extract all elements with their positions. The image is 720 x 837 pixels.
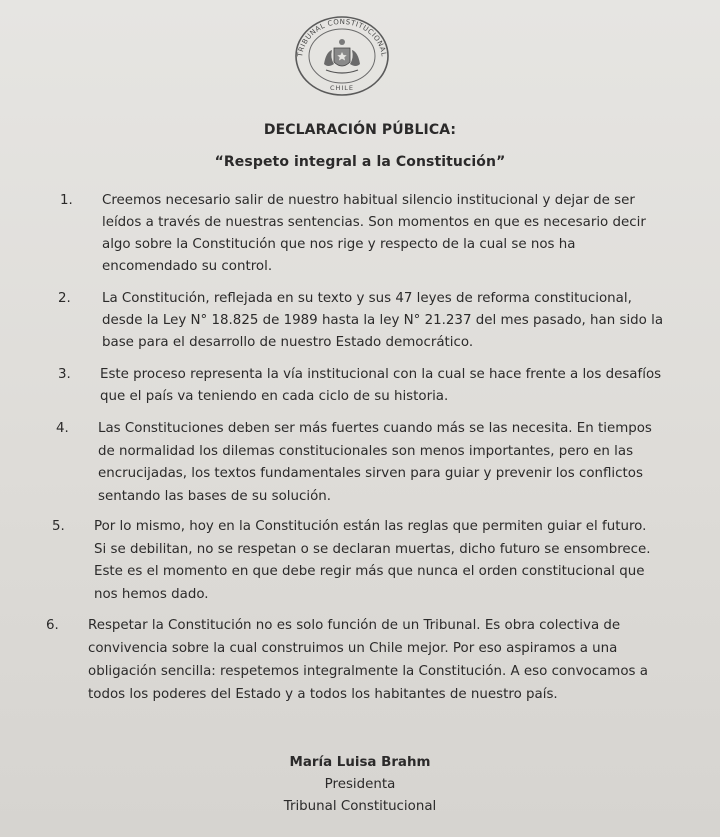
item-line: Creemos necesario salir de nuestro habitual silencio institucional y dejar de ser xyxy=(102,193,635,208)
tribunal-seal-icon xyxy=(288,12,396,98)
item-line: obligación sencilla: respetemos integralmente la Constitución. A eso convocamos a xyxy=(88,664,648,679)
coat-of-arms-icon xyxy=(324,39,360,73)
seal-bottom-text: CHILE xyxy=(329,84,355,92)
item-line: Por lo mismo, hoy en la Constitución están las reglas que permiten guiar el futuro. xyxy=(94,519,647,534)
signatory-role: Presidenta xyxy=(324,777,396,792)
item-number: 5. xyxy=(52,519,65,534)
item-line: de normalidad los dilemas constitucionales son menos importantes, pero en las xyxy=(98,444,634,459)
item-number: 1. xyxy=(60,193,73,208)
item-line: nos hemos dado. xyxy=(94,587,209,602)
item-line: todos los poderes del Estado y a todos los habitantes de nuestro país. xyxy=(88,687,558,702)
signature-block xyxy=(0,752,720,818)
signatory-name: María Luisa Brahm xyxy=(289,755,431,770)
item-line: Este es el momento en que debe regir más que nunca el orden constitucional que xyxy=(94,564,645,579)
item-line: que el país va teniendo en cada ciclo de su historia. xyxy=(100,389,449,404)
page-title: DECLARACIÓN PÚBLICA: xyxy=(263,122,457,138)
item-line: La Constitución, reflejada en su texto y sus 47 leyes de reforma constitucional, xyxy=(102,291,632,306)
item-number: 3. xyxy=(58,367,71,382)
item-line: base para el desarrollo de nuestro Estado democrático. xyxy=(102,335,474,350)
item-line: algo sobre la Constitución que nos rige y respecto de la cual se nos ha xyxy=(102,237,576,252)
page-subtitle: “Respeto integral a la Constitución” xyxy=(214,154,506,170)
item-line: convivencia sobre la cual construimos un Chile mejor. Por eso aspiramos a una xyxy=(88,641,618,656)
item-line: sentando las bases de su solución. xyxy=(98,489,332,504)
item-number: 2. xyxy=(58,291,71,306)
item-line: encomendado su control. xyxy=(102,259,273,274)
item-line: Este proceso representa la vía institucional con la cual se hace frente a los desafíos xyxy=(100,367,662,382)
item-number: 6. xyxy=(46,618,59,633)
item-line: Las Constituciones deben ser más fuertes cuando más se las necesita. En tiempos xyxy=(98,421,652,436)
item-line: Respetar la Constitución no es solo función de un Tribunal. Es obra colectiva de xyxy=(88,618,621,633)
item-line: desde la Ley N° 18.825 de 1989 hasta la ley N° 21.237 del mes pasado, han sido la xyxy=(102,313,664,328)
item-line: encrucijadas, los textos fundamentales sirven para guiar y prevenir los conflictos xyxy=(98,466,643,481)
item-line: Si se debilitan, no se respetan o se declaran muertas, dicho futuro se ensombrece. xyxy=(94,542,651,557)
seal-arc-text: TRIBUNAL CONSTITUCIONAL xyxy=(296,17,388,58)
signatory-institution: Tribunal Constitucional xyxy=(283,799,437,814)
item-line: leídos a través de nuestras sentencias. Son momentos en que es necesario decir xyxy=(102,215,646,230)
item-number: 4. xyxy=(56,421,69,436)
